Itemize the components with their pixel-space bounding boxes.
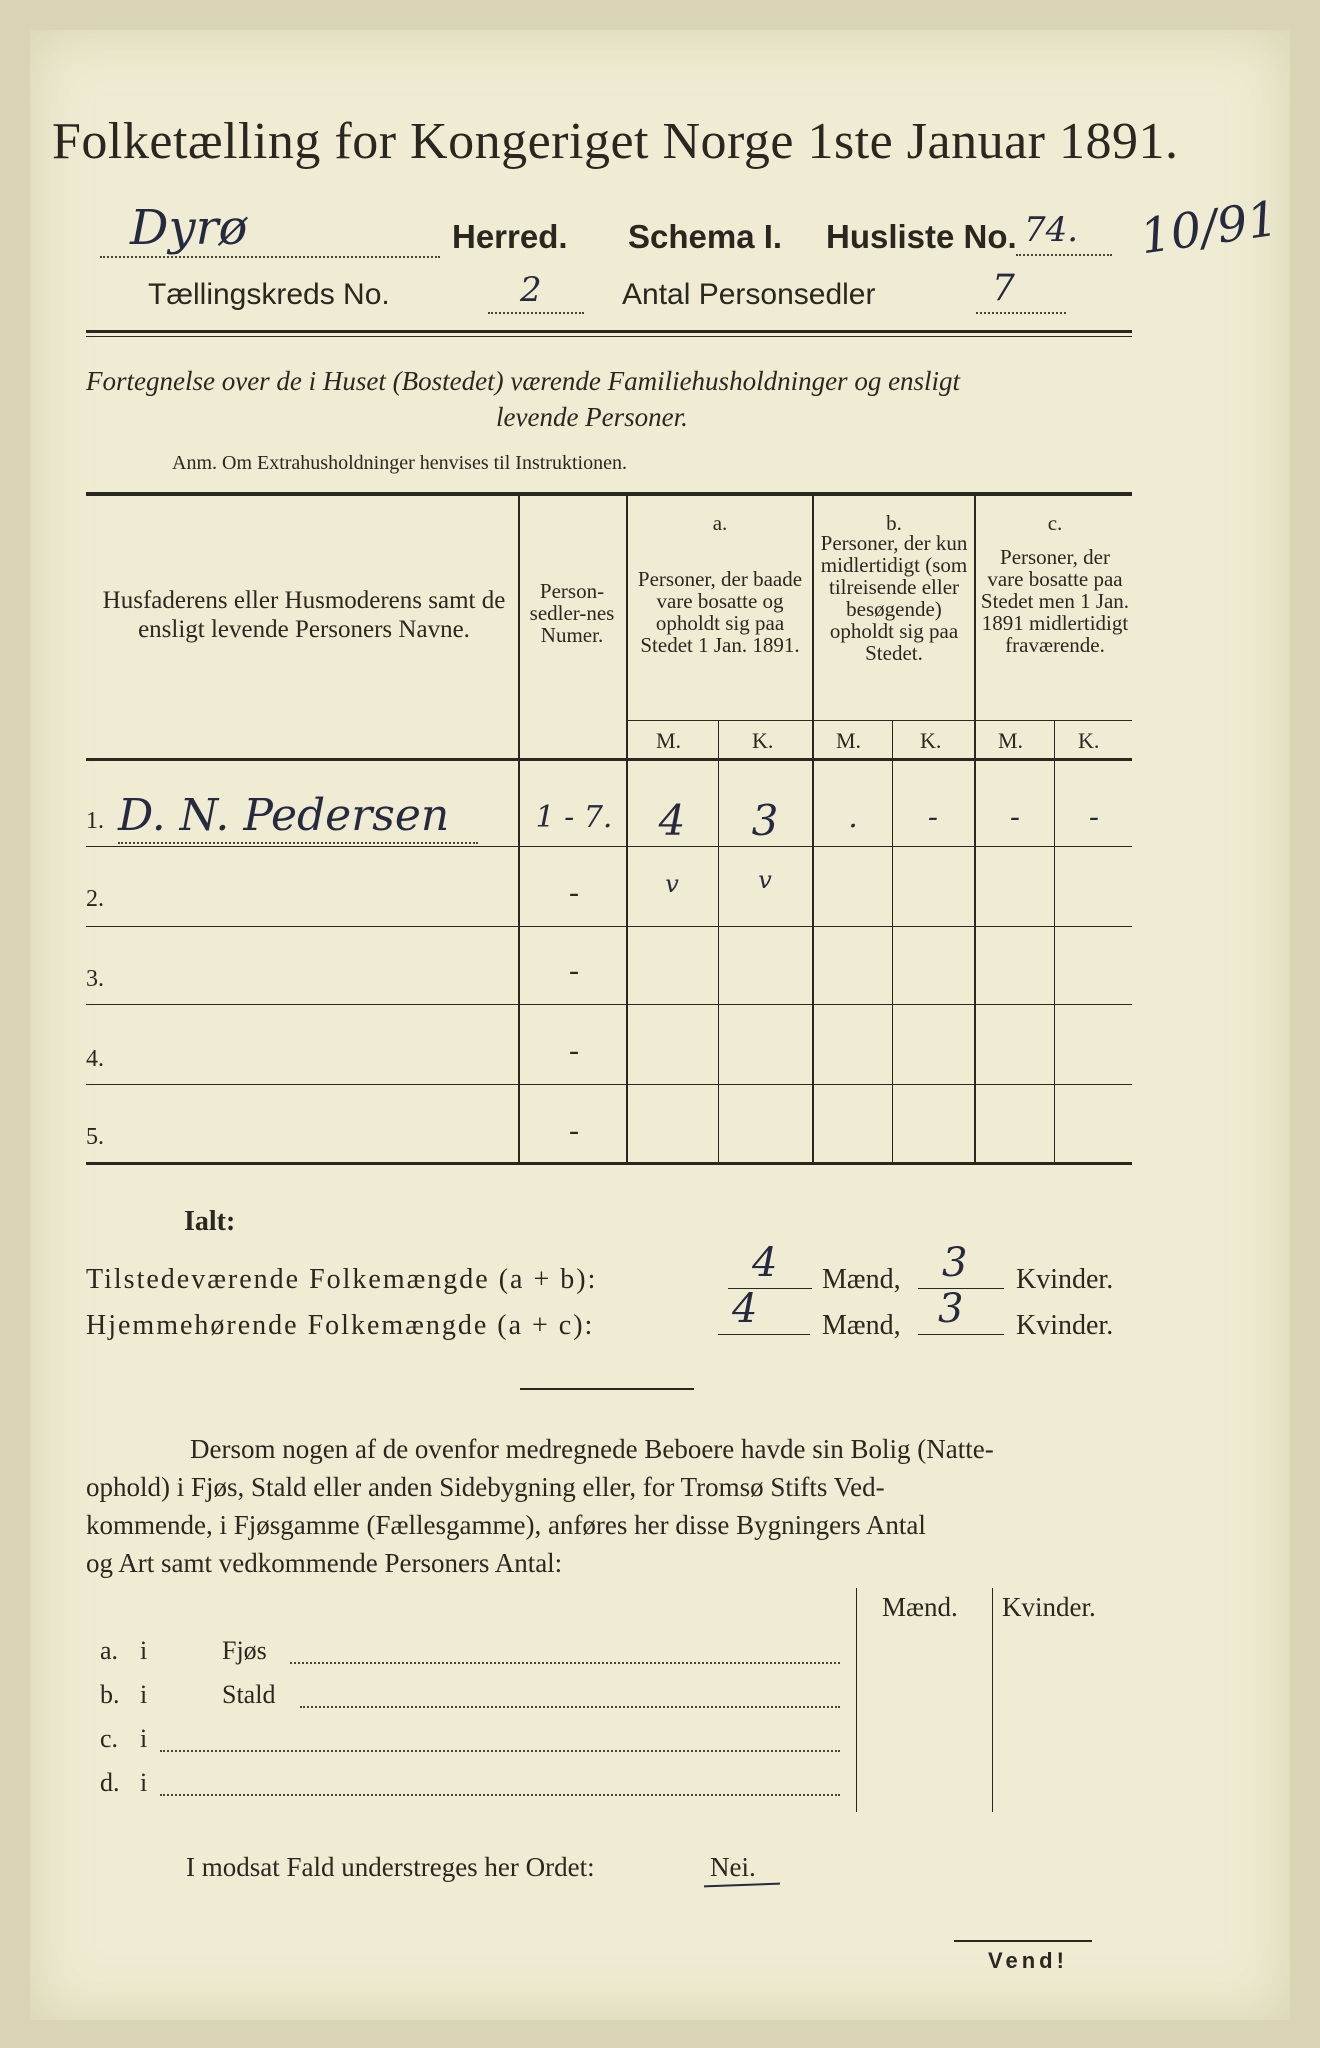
row-persnum: -	[569, 876, 579, 909]
buildings-col-kvinder: Kvinder.	[1002, 1592, 1096, 1622]
row-rule	[86, 846, 1132, 847]
header-rule	[86, 330, 1132, 333]
row-rule	[86, 1004, 1132, 1005]
row-c-m: -	[1009, 800, 1021, 835]
kreds-label: Tællingskreds No.	[148, 278, 390, 311]
hjemme-m-value: 4	[732, 1286, 758, 1332]
row-a-k: v	[758, 866, 772, 894]
modsat-text: I modsat Fald understreges her Ordet:	[186, 1852, 595, 1882]
sub-b-k: K.	[920, 728, 942, 753]
row-number: 3.	[86, 966, 104, 992]
tilstede-m-value: 4	[752, 1240, 778, 1286]
row-persnum: 1 - 7.	[535, 800, 613, 835]
antal-label: Antal Personsedler	[622, 278, 876, 311]
item-label: Fjøs	[222, 1636, 267, 1665]
col-divider-b-mk	[892, 720, 893, 1162]
buildings-col-maend: Mænd.	[882, 1592, 958, 1622]
buildings-para-line4: og Art samt vedkommende Personers Antal:	[86, 1548, 563, 1578]
sub-c-k: K.	[1078, 728, 1100, 753]
buildings-para-line1: Dersom nogen af de ovenfor medregnede Beboere havde sin Bolig (Natte-	[190, 1434, 994, 1464]
row-rule	[86, 1084, 1132, 1085]
item-dotted-line	[160, 1728, 840, 1752]
hjemme-kvinder: Kvinder.	[1016, 1310, 1114, 1341]
col-header-num: Person-sedler-nes Numer.	[529, 579, 615, 647]
item-dotted-line	[160, 1772, 840, 1796]
census-form-page	[30, 30, 1290, 2020]
hjemme-label: Hjemmehørende Folkemængde (a + c):	[86, 1310, 595, 1341]
buildings-col-divider	[992, 1588, 993, 1812]
husliste-label: Husliste No.	[826, 218, 1017, 255]
row-number: 5.	[86, 1124, 104, 1150]
hjemme-k-line	[918, 1334, 1004, 1335]
row-rule	[86, 926, 1132, 927]
subheader-rule	[628, 720, 1132, 721]
tilstede-label: Tilstedeværende Folkemængde (a + b):	[86, 1264, 598, 1295]
tilstede-k-value: 3	[942, 1240, 968, 1286]
husliste-value: 74.	[1024, 210, 1079, 250]
hjemme-maend: Mænd,	[822, 1310, 901, 1341]
item-i: i	[140, 1768, 148, 1797]
nei-word: Nei.	[710, 1852, 756, 1882]
hjemme-m-line	[718, 1334, 810, 1335]
row-name: D. N. Pedersen	[118, 790, 450, 841]
row-persnum: -	[569, 1114, 579, 1147]
item-dotted-line	[290, 1640, 840, 1664]
sub-a-k: K.	[752, 728, 774, 753]
row-number: 4.	[86, 1046, 104, 1072]
buildings-para-line3: kommende, i Fjøsgamme (Fællesgamme), anføres her disse Bygningers Antal	[86, 1510, 926, 1540]
intro-note: Anm. Om Extrahusholdninger henvises til Instruktionen.	[172, 452, 627, 474]
item-i: i	[140, 1636, 148, 1665]
row-persnum: -	[569, 1034, 579, 1067]
row-a-m: 4	[658, 796, 686, 845]
row-c-k: -	[1088, 800, 1100, 835]
col-header-a: Personer, der baade vare bosatte og opholdt sig paa Stedet 1 Jan. 1891.	[637, 567, 803, 657]
sub-c-m: M.	[998, 728, 1024, 753]
row-persnum: -	[569, 954, 579, 987]
item-letter: b.	[100, 1680, 120, 1709]
item-label: Stald	[222, 1680, 276, 1709]
item-letter: a.	[100, 1636, 119, 1665]
vend-rule	[954, 1940, 1092, 1942]
row-number: 2.	[86, 886, 104, 912]
ialt-label: Ialt:	[184, 1206, 236, 1237]
col-divider-c-mk	[1054, 720, 1055, 1162]
hjemme-k-value: 3	[938, 1286, 964, 1332]
sub-a-m: M.	[656, 728, 682, 753]
col-divider-num	[518, 494, 520, 1162]
name-dotted-line	[118, 810, 478, 844]
buildings-col-divider	[856, 1588, 857, 1812]
item-letter: d.	[100, 1768, 120, 1797]
tilstede-kvinder: Kvinder.	[1016, 1264, 1114, 1295]
row-a-k: 3	[751, 796, 779, 845]
row-number: 1.	[86, 808, 104, 834]
section-divider	[520, 1388, 694, 1390]
col-header-name: Husfaderens eller Husmoderens samt de ensligt levende Personers Navne.	[102, 587, 506, 643]
schema-label: Schema I.	[628, 218, 783, 255]
antal-dotted-line	[976, 284, 1066, 314]
intro-text-line1: Fortegnelse over de i Huset (Bostedet) værende Familiehusholdninger og ensligt	[86, 366, 961, 396]
herred-label: Herred.	[452, 218, 568, 255]
row-b-k: -	[927, 800, 939, 835]
col-header-c-letter: c.	[1047, 511, 1063, 535]
form-title: Folketælling for Kongeriget Norge 1ste Januar 1891.	[52, 113, 1179, 170]
col-header-b: Personer, der kun midlertidigt (som tilreisende eller besøgende) opholdt sig paa Stedet.	[820, 531, 968, 665]
item-letter: c.	[100, 1724, 119, 1753]
col-divider-a-mk	[718, 720, 719, 1162]
antal-value: 7	[992, 268, 1015, 309]
margin-note: 10/91	[1136, 190, 1282, 266]
row-b-m: .	[848, 800, 858, 835]
vend-text: Vend!	[988, 1948, 1068, 1973]
row-a-m: v	[665, 870, 679, 898]
item-i: i	[140, 1680, 148, 1709]
tilstede-maend: Mænd,	[822, 1264, 901, 1295]
table-bottom-rule	[86, 1162, 1132, 1165]
item-i: i	[140, 1724, 148, 1753]
col-header-c: Personer, der vare bosatte paa Stedet men 1 Jan. 1891 midlertidigt fraværende.	[980, 545, 1130, 657]
header-rule-thin	[86, 336, 1132, 337]
col-header-a-letter: a.	[712, 511, 728, 535]
buildings-para-line2: ophold) i Fjøs, Stald eller anden Sidebygning eller, for Tromsø Stifts Ved-	[86, 1472, 885, 1502]
kreds-value: 2	[520, 270, 542, 310]
item-dotted-line	[300, 1684, 840, 1708]
col-header-b-letter: b.	[886, 511, 902, 535]
sub-b-m: M.	[836, 728, 862, 753]
herred-value: Dyrø	[130, 200, 248, 256]
intro-text-line2: levende Personer.	[496, 402, 688, 432]
